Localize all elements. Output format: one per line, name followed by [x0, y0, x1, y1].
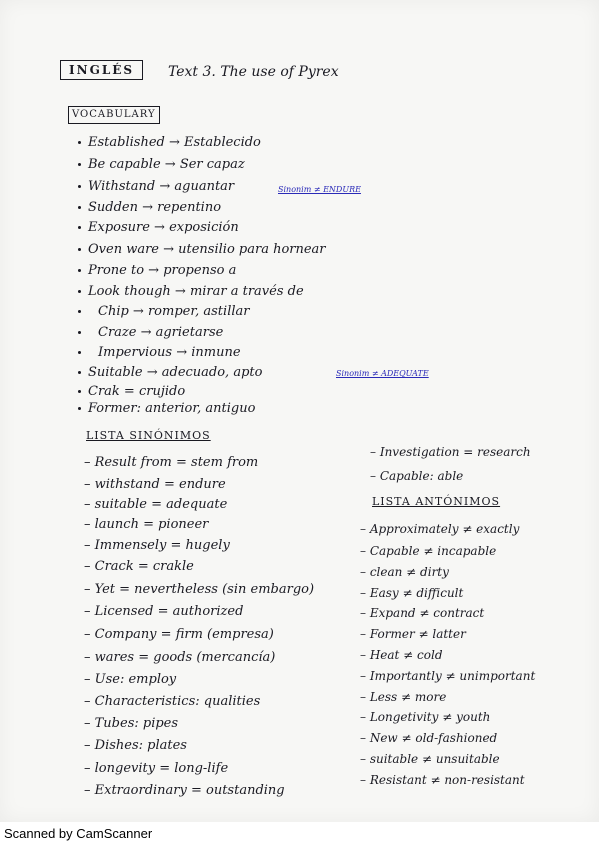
vocab-item: Established → Establecido	[88, 135, 261, 151]
synonym-item: – Characteristics: qualities	[84, 694, 261, 709]
synonym-item: – Immensely = hugely	[84, 538, 230, 553]
subject-label: INGLÉS	[60, 60, 143, 80]
synonym-item: – withstand = endure	[84, 477, 226, 492]
antonym-item: – Heat ≠ cold	[360, 648, 443, 662]
synonym-item: – wares = goods (mercancía)	[84, 650, 276, 665]
vocab-item: Impervious → inmune	[98, 345, 241, 361]
antonym-item: – clean ≠ dirty	[360, 565, 449, 579]
withstand-synonym-note: Sinonim ≠ ENDURE	[278, 185, 361, 194]
synonym-item: – Yet = nevertheless (sin embargo)	[84, 582, 315, 597]
vocab-item: Crak = crujido	[88, 384, 185, 400]
synonym-item: – Use: employ	[84, 672, 177, 687]
antonym-item: – Expand ≠ contract	[360, 606, 485, 620]
vocab-item: Look though → mirar a través de	[88, 284, 304, 300]
vocab-item: Sudden → repentino	[88, 200, 221, 216]
antonym-item: – Approximately ≠ exactly	[360, 522, 520, 536]
antonym-item: – Less ≠ more	[360, 690, 447, 704]
vocab-item: Former: anterior, antiguo	[88, 401, 255, 417]
antonyms-heading: LISTA ANTÓNIMOS	[372, 495, 501, 508]
vocab-item: Withstand → aguantar	[88, 179, 234, 195]
synonym-item: – Tubes: pipes	[84, 716, 179, 731]
scanner-watermark: Scanned by CamScanner	[4, 826, 153, 841]
synonym-item: – Company = firm (empresa)	[84, 627, 274, 642]
synonym-item: – suitable = adequate	[84, 497, 228, 512]
antonym-item: – Importantly ≠ unimportant	[360, 669, 536, 683]
antonym-item: – Easy ≠ difficult	[360, 586, 464, 600]
synonym-item: – longevity = long-life	[84, 761, 229, 776]
synonym-item: – Extraordinary = outstanding	[84, 783, 285, 798]
antonym-item: – suitable ≠ unsuitable	[360, 752, 500, 766]
synonym-item: – Result from = stem from	[84, 455, 259, 470]
vocab-item: Suitable → adecuado, apto	[88, 365, 262, 381]
vocab-item: Be capable → Ser capaz	[88, 157, 245, 173]
vocab-item: Exposure → exposición	[88, 220, 239, 236]
synonym-item-right: – Capable: able	[370, 469, 464, 483]
synonym-item: – launch = pioneer	[84, 517, 209, 532]
vocabulary-heading: VOCABULARY	[68, 106, 160, 124]
synonym-item: – Dishes: plates	[84, 738, 187, 753]
vocab-item: Chip → romper, astillar	[98, 304, 249, 320]
synonym-item: – Licensed = authorized	[84, 604, 244, 619]
antonym-item: – Capable ≠ incapable	[360, 544, 497, 558]
antonym-item: – New ≠ old-fashioned	[360, 731, 498, 745]
suitable-synonym-note: Sinonim ≠ ADEQUATE	[336, 369, 429, 378]
antonym-item: – Longetivity ≠ youth	[360, 710, 491, 724]
text-title: Text 3. The use of Pyrex	[168, 64, 339, 80]
vocab-item: Craze → agrietarse	[98, 325, 223, 341]
synonym-item: – Crack = crakle	[84, 559, 194, 574]
vocab-item: Prone to → propenso a	[88, 263, 236, 279]
antonym-item: – Former ≠ latter	[360, 627, 466, 641]
antonym-item: – Resistant ≠ non-resistant	[360, 773, 525, 787]
synonym-item-right: – Investigation = research	[370, 445, 531, 459]
synonyms-heading: LISTA SINÓNIMOS	[86, 429, 211, 442]
vocab-item: Oven ware → utensilio para hornear	[88, 242, 326, 258]
